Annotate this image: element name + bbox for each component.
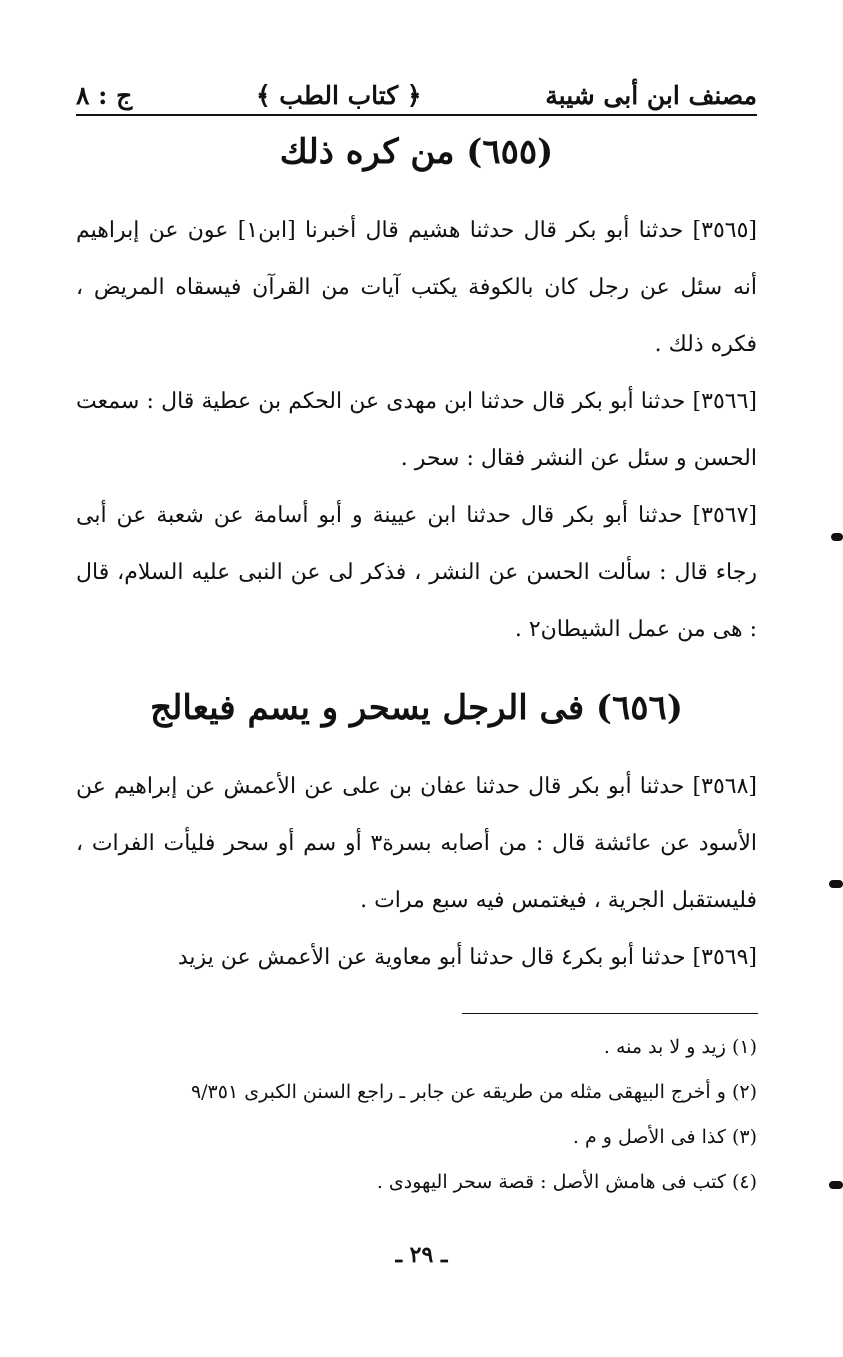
margin-ink-mark xyxy=(829,880,843,888)
footnote-separator xyxy=(462,1013,758,1014)
footnotes xyxy=(76,1025,757,1205)
footnote-4: (٤) كتب فى هامش الأصل : قصة سحر اليهودى . xyxy=(376,1171,757,1193)
hadith-3566: [٣٥٦٦] حدثنا أبو بكر قال حدثنا ابن مهدى عن الحكم بن عطية قال : سمعت الحسن و سئل عن النشر فقال : سحر . xyxy=(76,389,757,471)
header-book-title: مصنف ابن أبى شيبة xyxy=(545,81,757,110)
header-volume: ج : ٨ xyxy=(76,81,133,110)
footnote-2: (٢) و أخرج البيهقى مثله من طريقه عن جابر ـ راجع السنن الكبرى ٩/٣٥١ xyxy=(190,1081,757,1103)
footnote-1: (١) زيد و لا بد منه . xyxy=(603,1036,757,1058)
running-header xyxy=(76,62,757,116)
hadith-3567: [٣٥٦٧] حدثنا أبو بكر قال حدثنا ابن عيينة و أبو أسامة عن شعبة عن أبى رجاء قال : سألت الحسن عن النشر ، فذكر لى عن النبى عليه السلام، قال : هى من عمل الشيطان٢ . xyxy=(76,503,757,642)
margin-ink-mark xyxy=(831,533,843,541)
section-heading-656: (٦٥٦) فى الرجل يسحر و يسم فيعالج xyxy=(150,688,683,728)
hadith-3569: [٣٥٦٩] حدثنا أبو بكر٤ قال حدثنا أبو معاوية عن الأعمش عن يزيد xyxy=(177,945,757,970)
header-chapter-title: ﴿ كتاب الطب ﴾ xyxy=(255,81,422,110)
page-number: ـ ٢٩ ـ xyxy=(395,1242,448,1268)
footnote-3: (٣) كذا فى الأصل و م . xyxy=(572,1126,757,1148)
hadith-3565: [٣٥٦٥] حدثنا أبو بكر قال حدثنا هشيم قال أخبرنا [ابن١] عون عن إبراهيم أنه سئل عن رجل كان بالكوفة يكتب آيات من القرآن فيسقاه المريض ، فكره ذلك . xyxy=(76,218,757,357)
section-656-body xyxy=(76,758,757,986)
section-655-body xyxy=(76,202,757,658)
hadith-3568: [٣٥٦٨] حدثنا أبو بكر قال حدثنا عفان بن على عن الأعمش عن إبراهيم عن الأسود عن عائشة قال : من أصابه بسرة٣ أو سم أو سحر فليأت الفرات ، فليستقبل الجرية ، فيغتمس فيه سبع مرات . xyxy=(76,774,757,913)
section-heading-655: (٦٥٥) من كره ذلك xyxy=(279,132,554,172)
margin-ink-mark xyxy=(829,1181,843,1189)
